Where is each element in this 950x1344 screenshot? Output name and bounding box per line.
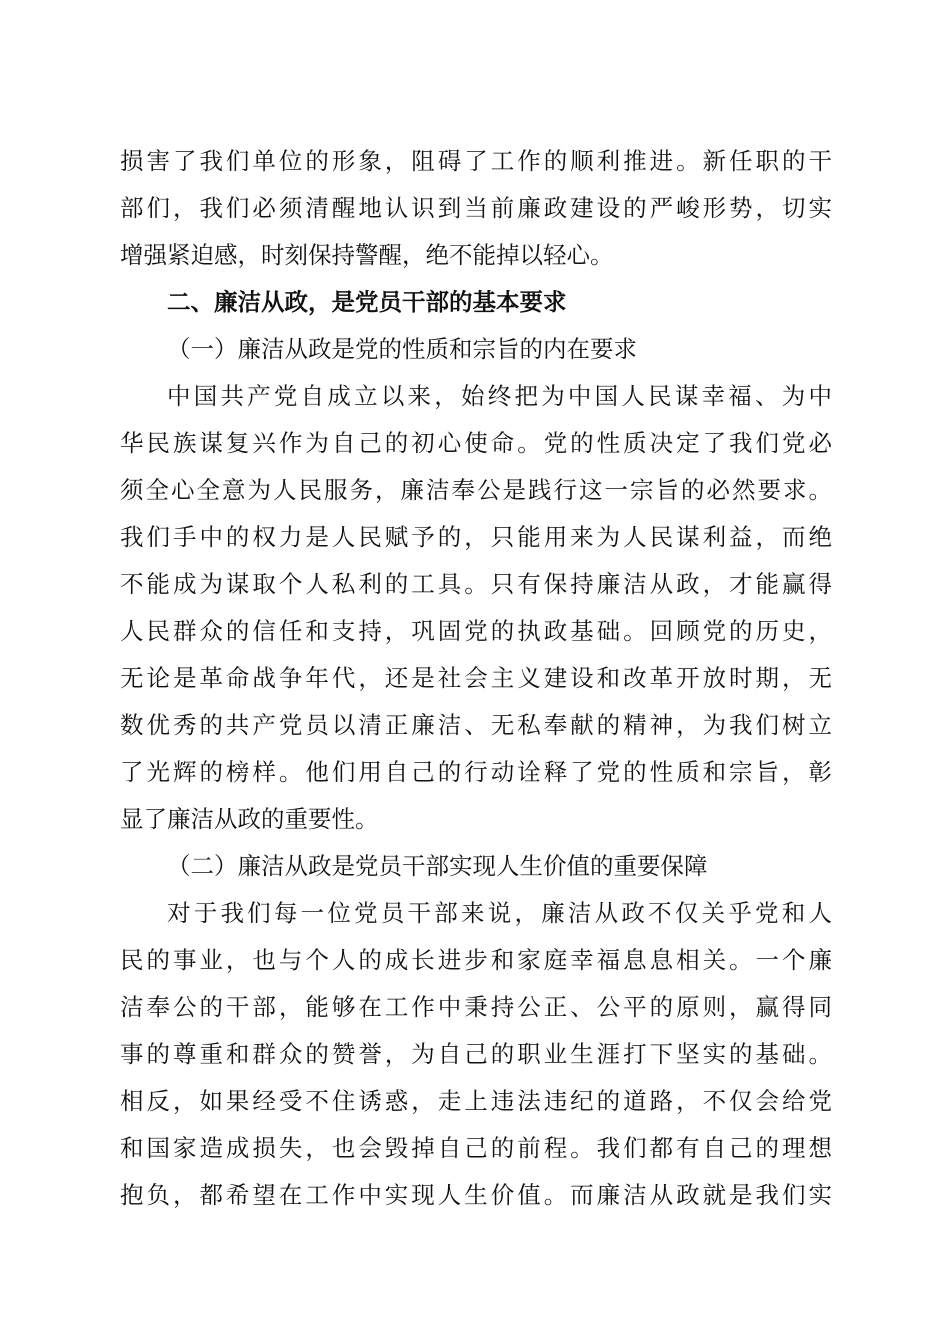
- subsection-2-paragraph: [120, 890, 832, 1219]
- text-line: 民的事业，也与个人的成长进步和家庭幸福息息相关。一个廉: [120, 946, 832, 974]
- text-line: 了光辉的榜样。他们用自己的行动诠释了党的性质和宗旨，彰: [120, 758, 832, 786]
- text-line: 部们，我们必须清醒地认识到当前廉政建设的严峻形势，切实: [120, 194, 832, 222]
- text-line: 我们手中的权力是人民赋予的，只能用来为人民谋利益，而绝: [120, 523, 832, 551]
- text-line: 增强紧迫感，时刻保持警醒，绝不能掉以轻心。: [120, 241, 614, 269]
- text-line: 相反，如果经受不住诱惑，走上违法违纪的道路，不仅会给党: [120, 1087, 832, 1115]
- text-line: 抱负，都希望在工作中实现人生价值。而廉洁从政就是我们实: [120, 1181, 832, 1209]
- text-line: 损害了我们单位的形象，阻碍了工作的顺利推进。新任职的干: [120, 147, 832, 175]
- text-line: 洁奉公的干部，能够在工作中秉持公正、公平的原则，赢得同: [120, 993, 832, 1021]
- subsection-1-paragraph: [120, 373, 832, 843]
- subsection-heading-1: （一）廉洁从政是党的性质和宗旨的内在要求: [167, 335, 637, 363]
- text-line: 事的尊重和群众的赞誉，为自己的职业生涯打下坚实的基础。: [120, 1040, 832, 1068]
- text-line: 对于我们每一位党员干部来说，廉洁从政不仅关乎党和人: [167, 899, 832, 927]
- text-line: 不能成为谋取个人私利的工具。只有保持廉洁从政，才能赢得: [120, 570, 832, 598]
- text-line: 和国家造成损失，也会毁掉自己的前程。我们都有自己的理想: [120, 1134, 832, 1162]
- text-line: 显了廉洁从政的重要性。: [120, 805, 379, 833]
- text-line: 华民族谋复兴作为自己的初心使命。党的性质决定了我们党必: [120, 429, 832, 457]
- continued-paragraph: [120, 138, 832, 279]
- subsection-heading-2: （二）廉洁从政是党员干部实现人生价值的重要保障: [167, 852, 708, 880]
- text-line: 须全心全意为人民服务，廉洁奉公是践行这一宗旨的必然要求。: [120, 476, 832, 504]
- text-line: 数优秀的共产党员以清正廉洁、无私奉献的精神，为我们树立: [120, 711, 832, 739]
- section-heading: 二、廉洁从政，是党员干部的基本要求: [167, 288, 567, 316]
- text-line: 人民群众的信任和支持，巩固党的执政基础。回顾党的历史，: [120, 617, 832, 645]
- text-line: 中国共产党自成立以来，始终把为中国人民谋幸福、为中: [167, 382, 832, 410]
- document-body: [120, 138, 832, 1219]
- text-line: 无论是革命战争年代，还是社会主义建设和改革开放时期，无: [120, 664, 832, 692]
